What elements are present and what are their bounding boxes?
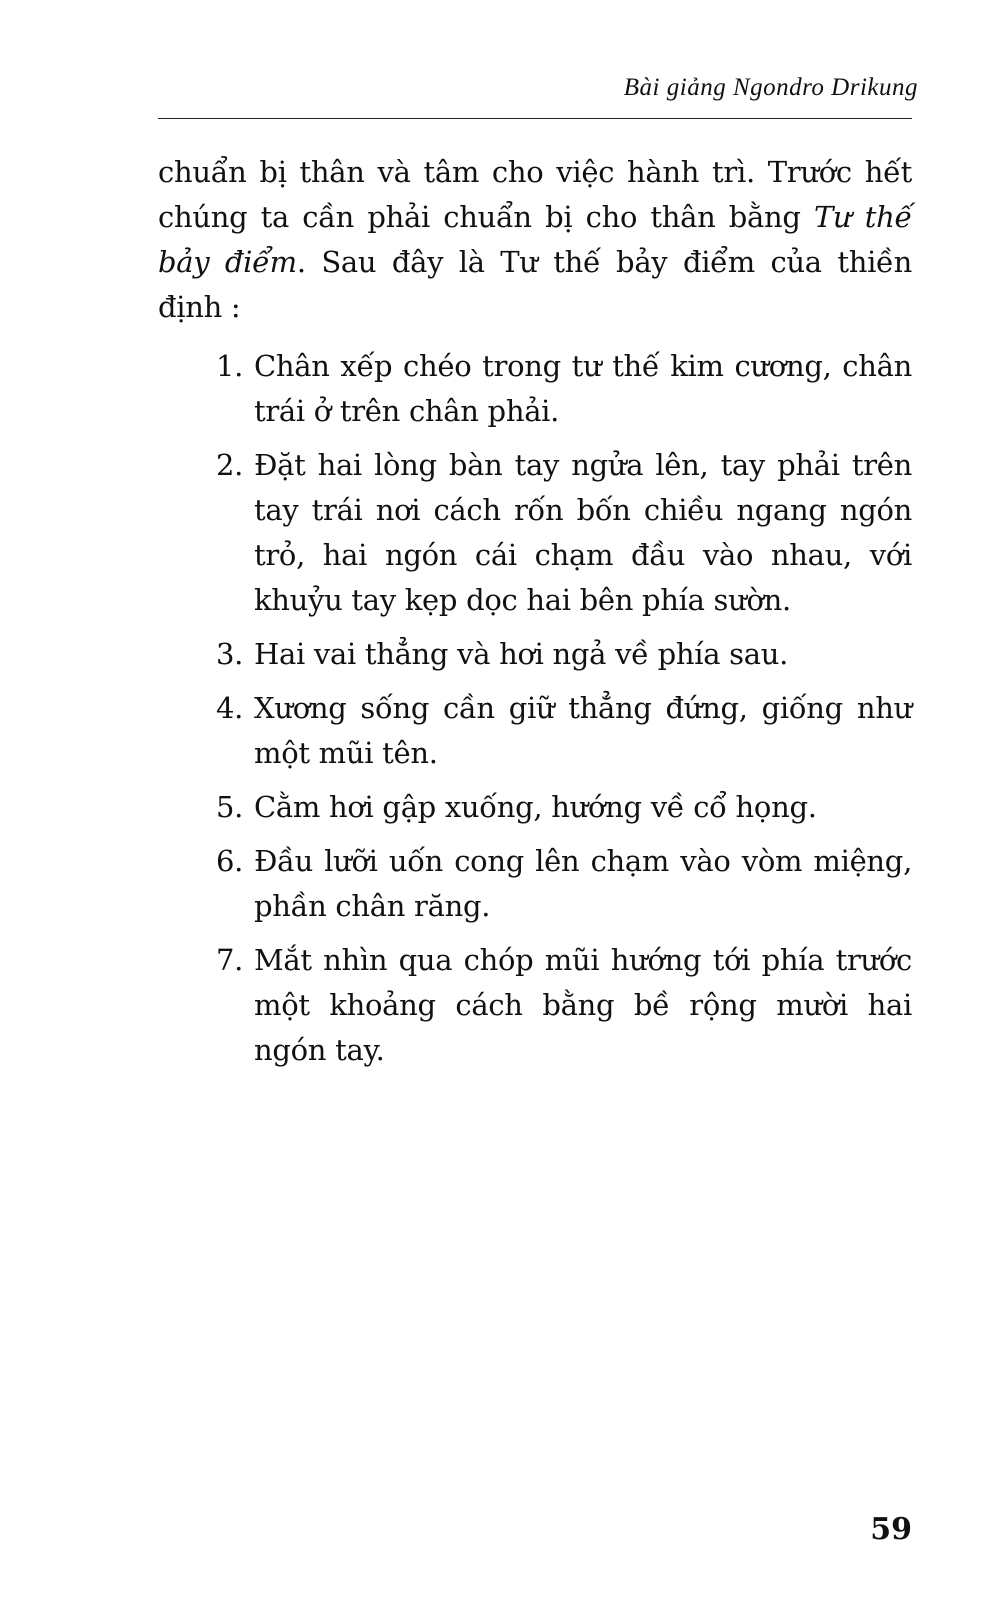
list-item-number: 7. — [216, 943, 244, 977]
list-item-number: 1. — [216, 349, 244, 383]
header-divider — [158, 118, 912, 119]
list-item-text: Chân xếp chéo trong tư thế kim cương, chân trái ở trên chân phải. — [254, 349, 912, 428]
list-item-text: Xương sống cần giữ thẳng đứng, giống như một mũi tên. — [254, 691, 912, 770]
running-header: Bài giảng Ngondro Drikung — [623, 74, 918, 101]
intro-emphasis: Tư thế bảy điểm — [158, 200, 912, 279]
list-item — [216, 938, 912, 1073]
list-item-number: 5. — [216, 790, 244, 824]
list-item-text: Mắt nhìn qua chóp mũi hướng tới phía trước một khoảng cách bằng bề rộng mười hai ngón tay. — [254, 943, 912, 1067]
list-item — [216, 344, 912, 434]
intro-text-start: chuẩn bị thân và tâm cho việc hành trì. Trước hết chúng ta cần phải chuẩn bị cho thân bằng — [158, 155, 912, 234]
list-item-number: 6. — [216, 844, 244, 878]
posture-list — [158, 344, 912, 1073]
list-item-number: 2. — [216, 448, 244, 482]
list-item-number: 3. — [216, 637, 244, 671]
list-item — [216, 839, 912, 929]
list-item-text: Đặt hai lòng bàn tay ngửa lên, tay phải trên tay trái nơi cách rốn bốn chiều ngang ngón trỏ, hai ngón cái chạm đầu vào nhau, với khuỷu tay kẹp dọc hai bên phía sườn. — [254, 448, 912, 617]
list-item-text: Cằm hơi gập xuống, hướng về cổ họng. — [254, 790, 817, 824]
list-item — [216, 686, 912, 776]
page-number: 59 — [870, 1512, 912, 1547]
list-item — [216, 785, 912, 830]
list-item-number: 4. — [216, 691, 244, 725]
list-item — [216, 443, 912, 623]
list-item-text: Hai vai thẳng và hơi ngả về phía sau. — [254, 637, 789, 671]
list-item-text: Đầu lưỡi uốn cong lên chạm vào vòm miệng, phần chân răng. — [254, 844, 912, 923]
page-body — [158, 150, 912, 1082]
intro-paragraph — [158, 150, 912, 330]
list-item — [216, 632, 912, 677]
intro-text-end: . Sau đây là Tư thế bảy điểm của thiền định : — [158, 245, 912, 324]
